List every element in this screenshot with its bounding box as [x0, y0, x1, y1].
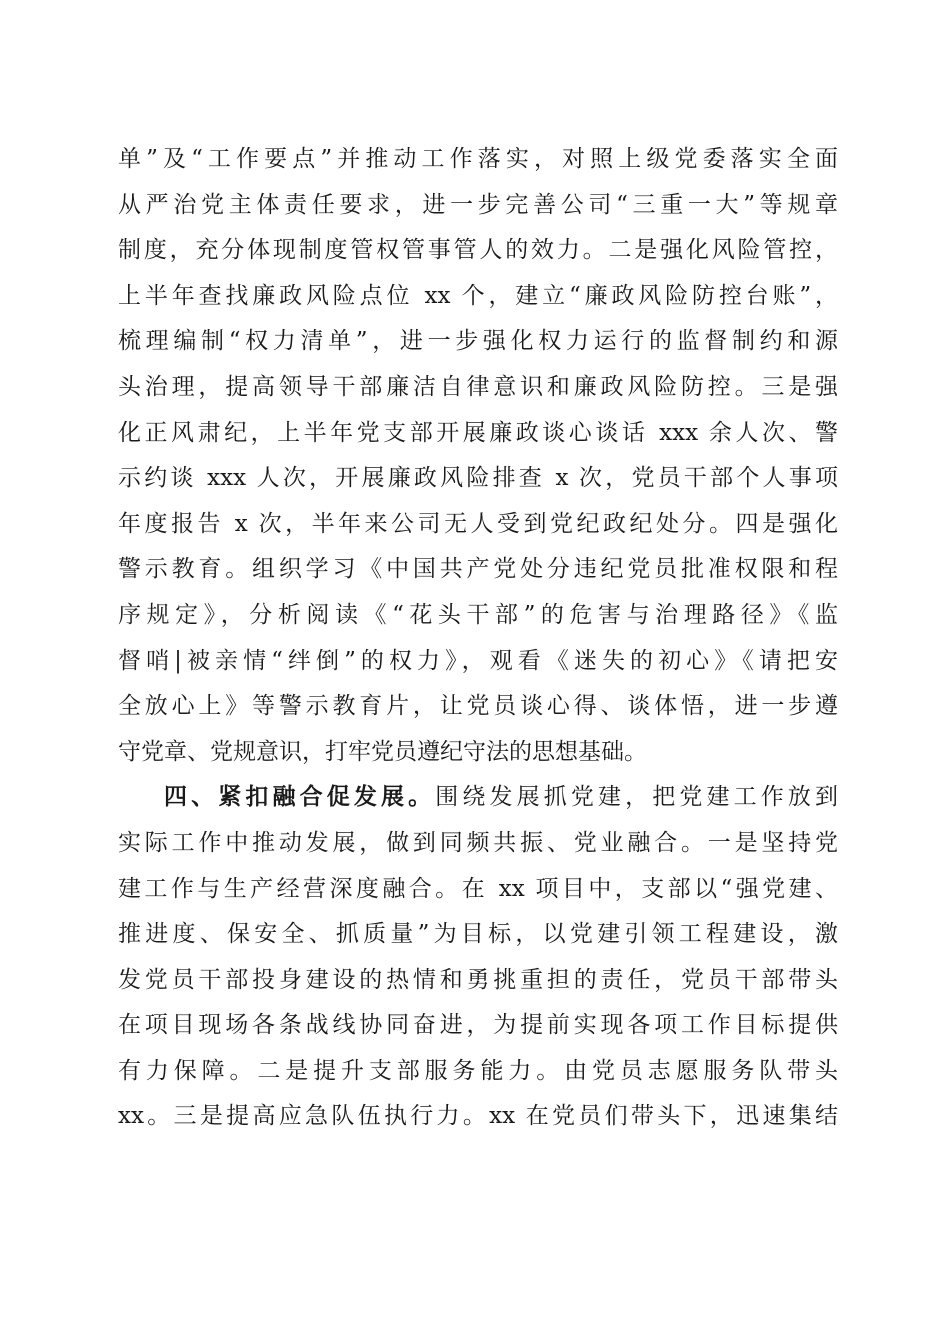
text-line: 制度，充分体现制度管权管事管人的效力。二是强化风险管控， — [118, 237, 838, 264]
text-line: 序规定》，分析阅读《“花头干部”的危害与治理路径》《监 — [118, 601, 838, 628]
text-line: 上半年查找廉政风险点位 xx 个，建立“廉政风险防控台账”， — [118, 282, 838, 309]
text-line: 年度报告 x 次，半年来公司无人受到党纪政纪处分。四是强化 — [118, 510, 838, 537]
text-line: 单”及“工作要点”并推动工作落实，对照上级党委落实全面 — [118, 146, 838, 172]
document-body — [118, 137, 838, 1140]
text-line: 从严治党主体责任要求，进一步完善公司“三重一大”等规章 — [118, 191, 838, 218]
text-line: 化正风肃纪，上半年党支部开展廉政谈心谈话 xxx 余人次、警 — [118, 419, 838, 446]
paragraph-2 — [118, 775, 838, 1140]
text-line: 头治理，提高领导干部廉洁自律意识和廉政风险防控。三是强 — [118, 373, 838, 400]
text-line: 示约谈 xxx 人次，开展廉政风险排查 x 次，党员干部个人事项 — [118, 465, 838, 492]
text-line: 发党员干部投身建设的热情和勇挑重担的责任，党员干部带头 — [118, 966, 838, 993]
first-line-text: 围绕发展抓党建，把党建工作放到 — [435, 784, 838, 811]
text-line-first — [118, 775, 838, 821]
section-heading: 四、紧扣融合促发展。 — [164, 784, 436, 811]
text-line: 全放心上》等警示教育片，让党员谈心得、谈体悟，进一步遵 — [118, 693, 838, 720]
text-line: 警示教育。组织学习《中国共产党处分违纪党员批准权限和程 — [118, 556, 838, 583]
text-line: xx。三是提高应急队伍执行力。xx 在党员们带头下，迅速集结 — [118, 1103, 838, 1130]
text-line: 在项目现场各条战线协同奋进，为提前实现各项工作目标提供 — [118, 1012, 838, 1039]
text-line: 督哨|被亲情“绊倒”的权力》，观看《迷失的初心》《请把安 — [118, 647, 838, 674]
text-line: 建工作与生产经营深度融合。在 xx 项目中，支部以“强党建、 — [118, 875, 838, 902]
paragraph-1 — [118, 137, 838, 775]
text-line: 推进度、保安全、抓质量”为目标，以党建引领工程建设，激 — [118, 921, 838, 948]
text-line: 实际工作中推动发展，做到同频共振、党业融合。一是坚持党 — [118, 829, 838, 856]
text-line: 有力保障。二是提升支部服务能力。由党员志愿服务队带头 — [118, 1057, 838, 1084]
text-line: 梳理编制“权力清单”，进一步强化权力运行的监督制约和源 — [118, 328, 838, 355]
text-line: 守党章、党规意识，打牢党员遵纪守法的思想基础。 — [118, 738, 647, 765]
